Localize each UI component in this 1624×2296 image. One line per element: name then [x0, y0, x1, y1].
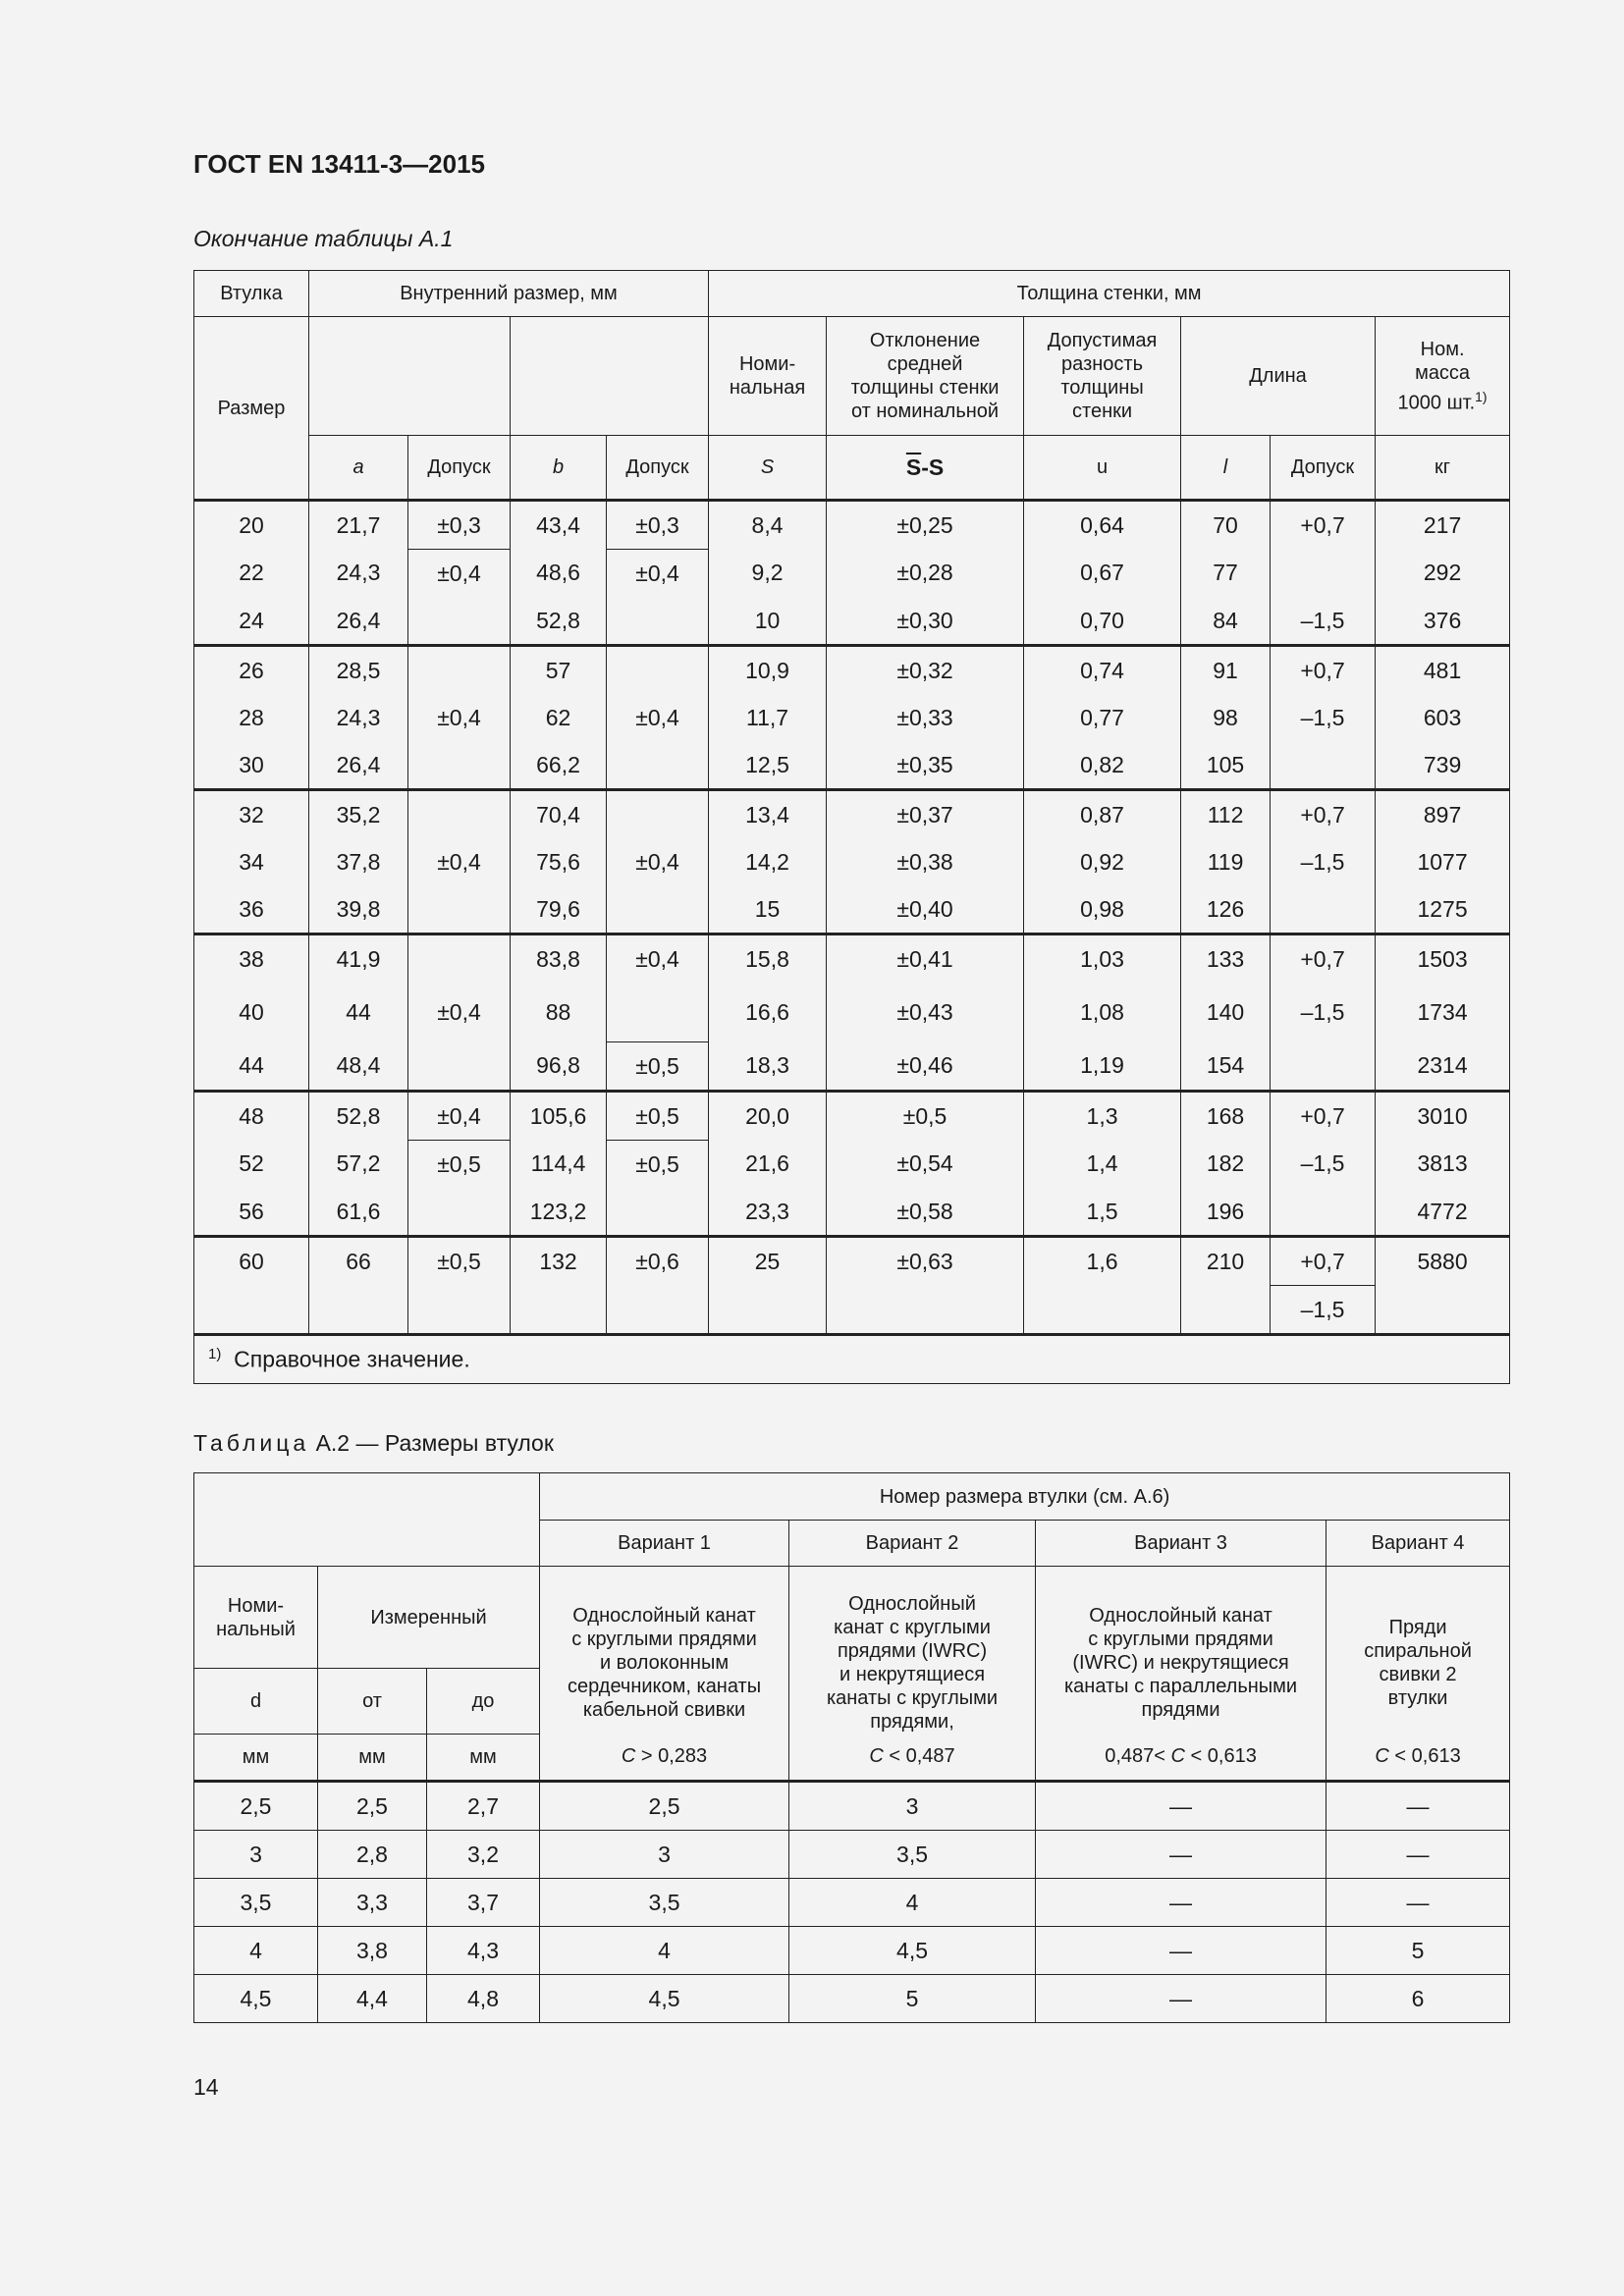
cell-empty [408, 1286, 511, 1335]
cell-dev: ±0,35 [827, 741, 1024, 790]
header-wall-thickness: Толщина стенки, мм [709, 271, 1510, 317]
header-variant-2: Вариант 2 [789, 1521, 1036, 1567]
cell-dev: ±0,63 [827, 1237, 1024, 1286]
cell-v4: — [1326, 1781, 1510, 1830]
cell-a: 37,8 [309, 838, 408, 885]
cell-l: 154 [1181, 1042, 1271, 1092]
cell-empty [194, 1286, 309, 1335]
cell-m: 2314 [1376, 1042, 1510, 1092]
cell-tl [1271, 1042, 1376, 1092]
header-d: d [194, 1669, 318, 1734]
cell-b: 70,4 [511, 790, 607, 839]
header-from: от [318, 1669, 427, 1734]
cell-tl: +0,7 [1271, 646, 1376, 695]
cell-size: 20 [194, 501, 309, 550]
cell-tl: –1,5 [1271, 694, 1376, 741]
cell-a: 21,7 [309, 501, 408, 550]
cell-v2: 3 [789, 1781, 1036, 1830]
cell-u: 0,77 [1024, 694, 1181, 741]
cell-empty [1376, 1286, 1510, 1335]
cell-v4: — [1326, 1830, 1510, 1878]
cell-u: 1,6 [1024, 1237, 1181, 1286]
cell-v4: — [1326, 1878, 1510, 1926]
header-tol-l: Допуск [1271, 436, 1376, 501]
cell-b: 66,2 [511, 741, 607, 790]
cell-b: 123,2 [511, 1188, 607, 1237]
cell-s: 14,2 [709, 838, 827, 885]
cell-size: 40 [194, 983, 309, 1042]
cell-m: 3813 [1376, 1141, 1510, 1189]
cell-b: 96,8 [511, 1042, 607, 1092]
cell-b: 48,6 [511, 550, 607, 598]
condition-var: C [869, 1745, 884, 1768]
cell-empty [1181, 1286, 1271, 1335]
cell-v2: 5 [789, 1974, 1036, 2022]
cell-a: 39,8 [309, 885, 408, 934]
variant-4-condition [1326, 1734, 1510, 1781]
cell-m: 3010 [1376, 1092, 1510, 1141]
footnote-text: Справочное значение. [234, 1346, 470, 1372]
cell-empty [511, 1286, 607, 1335]
cell-b: 57 [511, 646, 607, 695]
cell-l: 126 [1181, 885, 1271, 934]
condition-value: < 0,613 [1184, 1745, 1257, 1768]
cell-m: 292 [1376, 550, 1510, 598]
cell-tb: ±0,5 [607, 1042, 709, 1092]
cell-u: 0,74 [1024, 646, 1181, 695]
cell-b: 114,4 [511, 1141, 607, 1189]
header-mass [1376, 317, 1510, 436]
cell-u: 0,67 [1024, 550, 1181, 598]
cell-from: 3,3 [318, 1878, 427, 1926]
cell-s: 18,3 [709, 1042, 827, 1092]
cell-v3: — [1036, 1878, 1326, 1926]
cell-dev: ±0,25 [827, 501, 1024, 550]
cell-a: 41,9 [309, 934, 408, 984]
cell-ta: ±0,4 [408, 983, 511, 1042]
cell-tl [1271, 550, 1376, 598]
cell-d: 4 [194, 1926, 318, 1974]
cell-tb: ±0,5 [607, 1141, 709, 1189]
cell-a: 61,6 [309, 1188, 408, 1237]
cell-l: 133 [1181, 934, 1271, 984]
condition-value: > 0,283 [635, 1745, 708, 1768]
header-tol-a: Допуск [408, 436, 511, 501]
cell-s: 9,2 [709, 550, 827, 598]
cell-ta [408, 646, 511, 695]
condition-value: < 0,613 [1388, 1745, 1461, 1768]
cell-size: 48 [194, 1092, 309, 1141]
cell-m: 1077 [1376, 838, 1510, 885]
cell-dev: ±0,46 [827, 1042, 1024, 1092]
cell-l: 98 [1181, 694, 1271, 741]
header-nominal: Номи- нальная [709, 317, 827, 436]
cell-dev: ±0,40 [827, 885, 1024, 934]
header-variant-1: Вариант 1 [540, 1521, 789, 1567]
cell-d: 3,5 [194, 1878, 318, 1926]
cell-l: 182 [1181, 1141, 1271, 1189]
cell-v3: — [1036, 1781, 1326, 1830]
cell-size: 36 [194, 885, 309, 934]
cell-size: 34 [194, 838, 309, 885]
cell-dev: ±0,41 [827, 934, 1024, 984]
cell-v3: — [1036, 1926, 1326, 1974]
cell-b: 83,8 [511, 934, 607, 984]
cell-s: 15 [709, 885, 827, 934]
cell-v4: 6 [1326, 1974, 1510, 2022]
cell-tb: ±0,4 [607, 934, 709, 984]
cell-dev: ±0,32 [827, 646, 1024, 695]
header-kg: кг [1376, 436, 1510, 501]
cell-s: 8,4 [709, 501, 827, 550]
header-variant-3: Вариант 3 [1036, 1521, 1326, 1567]
cell-tl: +0,7 [1271, 1237, 1376, 1286]
cell-tb [607, 597, 709, 646]
cell-tb [607, 646, 709, 695]
cell-u: 1,19 [1024, 1042, 1181, 1092]
header-l: l [1181, 436, 1271, 501]
document-header: ГОСТ EN 13411-3—2015 [193, 149, 486, 179]
table-row [194, 1878, 1510, 1926]
cell-s: 25 [709, 1237, 827, 1286]
cell-size: 24 [194, 597, 309, 646]
cell-ta [408, 1042, 511, 1092]
cell-u: 1,3 [1024, 1092, 1181, 1141]
header-sbar-rest: -S [921, 454, 945, 480]
header-unit-from: мм [318, 1734, 427, 1781]
variant-1-condition [540, 1734, 789, 1781]
cell-tl: +0,7 [1271, 934, 1376, 984]
condition-var: C [1170, 1745, 1185, 1768]
cell-dev: ±0,54 [827, 1141, 1024, 1189]
cell-v2: 3,5 [789, 1830, 1036, 1878]
cell-v1: 3,5 [540, 1878, 789, 1926]
condition-value: < 0,487 [883, 1745, 955, 1768]
cell-a: 48,4 [309, 1042, 408, 1092]
cell-b: 43,4 [511, 501, 607, 550]
cell-a: 24,3 [309, 550, 408, 598]
cell-b: 132 [511, 1237, 607, 1286]
cell-d: 4,5 [194, 1974, 318, 2022]
cell-s: 10,9 [709, 646, 827, 695]
cell-s: 21,6 [709, 1141, 827, 1189]
cell-u: 0,70 [1024, 597, 1181, 646]
header-unit-d: мм [194, 1734, 318, 1781]
cell-v3: — [1036, 1974, 1326, 2022]
header-nominal-d: Номи- нальный [194, 1567, 318, 1669]
variant-2-condition [789, 1734, 1036, 1781]
cell-size: 32 [194, 790, 309, 839]
cell-tl: +0,7 [1271, 1092, 1376, 1141]
cell-from: 2,5 [318, 1781, 427, 1830]
cell-dev: ±0,37 [827, 790, 1024, 839]
cell-empty [309, 1286, 408, 1335]
cell-ta: ±0,4 [408, 694, 511, 741]
cell-dev: ±0,58 [827, 1188, 1024, 1237]
cell-tb [607, 790, 709, 839]
cell-u: 1,03 [1024, 934, 1181, 984]
cell-dev: ±0,38 [827, 838, 1024, 885]
cell-tl: +0,7 [1271, 501, 1376, 550]
cell-a: 44 [309, 983, 408, 1042]
cell-tl: –1,5 [1271, 597, 1376, 646]
cell-v1: 4,5 [540, 1974, 789, 2022]
variant-2-description: Однослойный канат с круглыми прядями (IWRC) и некрутящиеся канаты с круглыми прядями, [789, 1567, 1036, 1735]
cell-a: 28,5 [309, 646, 408, 695]
cell-s: 15,8 [709, 934, 827, 984]
header-empty-a [309, 317, 511, 436]
cell-from: 3,8 [318, 1926, 427, 1974]
cell-m: 1503 [1376, 934, 1510, 984]
cell-a: 57,2 [309, 1141, 408, 1189]
table2-caption [193, 1430, 554, 1457]
cell-ta: ±0,4 [408, 550, 511, 598]
header-razmer: Размер [194, 317, 309, 501]
cell-tb: ±0,4 [607, 694, 709, 741]
cell-empty [827, 1286, 1024, 1335]
cell-d: 2,5 [194, 1781, 318, 1830]
header-unit-to: мм [427, 1734, 540, 1781]
cell-ta: ±0,4 [408, 1092, 511, 1141]
cell-ta [408, 741, 511, 790]
cell-size: 44 [194, 1042, 309, 1092]
variant-3-condition [1036, 1734, 1326, 1781]
cell-s: 13,4 [709, 790, 827, 839]
cell-tb: ±0,3 [607, 501, 709, 550]
footnote-ref: 1) [208, 1346, 222, 1363]
cell-size: 30 [194, 741, 309, 790]
cell-b: 88 [511, 983, 607, 1042]
cell-l: 77 [1181, 550, 1271, 598]
cell-from: 4,4 [318, 1974, 427, 2022]
header-sbar: $\overline{S}$ [905, 454, 922, 480]
table1-caption: Окончание таблицы A.1 [193, 226, 454, 251]
cell-m: 603 [1376, 694, 1510, 741]
cell-tl [1271, 1188, 1376, 1237]
cell-size: 38 [194, 934, 309, 984]
cell-size: 52 [194, 1141, 309, 1189]
footnote [194, 1335, 1510, 1384]
header-mass-text: Ном. масса 1000 шт. [1397, 338, 1476, 414]
cell-ta [408, 934, 511, 984]
header-sbar-minus-s [827, 436, 1024, 501]
condition-var: C [1375, 1745, 1389, 1768]
cell-l: 119 [1181, 838, 1271, 885]
cell-u: 1,5 [1024, 1188, 1181, 1237]
table-a1-continuation [193, 270, 1510, 1384]
header-inner-size: Внутренний размер, мм [309, 271, 709, 317]
cell-ta: ±0,4 [408, 838, 511, 885]
cell-tl [1271, 741, 1376, 790]
cell-to: 4,3 [427, 1926, 540, 1974]
table-row [194, 1781, 1510, 1830]
page-number: 14 [193, 2074, 219, 2100]
cell-v1: 4 [540, 1926, 789, 1974]
header-measured: Измеренный [318, 1567, 540, 1669]
cell-tb [607, 983, 709, 1042]
cell-size: 28 [194, 694, 309, 741]
variant-4-description: Пряди спиральной свивки 2 втулки [1326, 1567, 1510, 1735]
cell-tl: –1,5 [1271, 1286, 1376, 1335]
cell-u: 0,82 [1024, 741, 1181, 790]
cell-to: 3,2 [427, 1830, 540, 1878]
cell-tb: ±0,4 [607, 550, 709, 598]
table-row [194, 1926, 1510, 1974]
header-mass-footnote-ref: 1) [1475, 388, 1488, 404]
header-vtulka: Втулка [194, 271, 309, 317]
cell-dev: ±0,28 [827, 550, 1024, 598]
cell-b: 52,8 [511, 597, 607, 646]
cell-l: 140 [1181, 983, 1271, 1042]
cell-size: 56 [194, 1188, 309, 1237]
cell-tb [607, 1188, 709, 1237]
cell-size: 60 [194, 1237, 309, 1286]
header-empty-b [511, 317, 709, 436]
cell-b: 75,6 [511, 838, 607, 885]
cell-tb: ±0,4 [607, 838, 709, 885]
cell-tb: ±0,5 [607, 1092, 709, 1141]
table2-caption-rest: A.2 — Размеры втулок [309, 1430, 554, 1456]
cell-d: 3 [194, 1830, 318, 1878]
cell-v2: 4,5 [789, 1926, 1036, 1974]
variant-1-description: Однослойный канат с круглыми прядями и волоконным сердечником, канаты кабельной свивки [540, 1567, 789, 1735]
cell-ta [408, 597, 511, 646]
table-row [194, 1974, 1510, 2022]
cell-tb [607, 741, 709, 790]
cell-m: 481 [1376, 646, 1510, 695]
cell-tb [607, 885, 709, 934]
variant-3-description: Однослойный канат с круглыми прядями (IWRC) и некрутящиеся канаты с параллельными прядями [1036, 1567, 1326, 1735]
cell-ta [408, 885, 511, 934]
cell-tl [1271, 885, 1376, 934]
cell-tl: –1,5 [1271, 838, 1376, 885]
cell-m: 217 [1376, 501, 1510, 550]
condition-var: C [621, 1745, 636, 1768]
cell-empty [1024, 1286, 1181, 1335]
cell-v3: — [1036, 1830, 1326, 1878]
cell-s: 10 [709, 597, 827, 646]
cell-ta [408, 790, 511, 839]
cell-tl: –1,5 [1271, 983, 1376, 1042]
cell-v1: 3 [540, 1830, 789, 1878]
cell-l: 196 [1181, 1188, 1271, 1237]
cell-s: 12,5 [709, 741, 827, 790]
header-length: Длина [1181, 317, 1376, 436]
cell-m: 5880 [1376, 1237, 1510, 1286]
cell-tb: ±0,6 [607, 1237, 709, 1286]
cell-ta: ±0,5 [408, 1237, 511, 1286]
header-deviation: Отклонение средней толщины стенки от номинальной [827, 317, 1024, 436]
cell-a: 26,4 [309, 741, 408, 790]
cell-a: 26,4 [309, 597, 408, 646]
cell-u: 0,92 [1024, 838, 1181, 885]
cell-a: 52,8 [309, 1092, 408, 1141]
cell-m: 376 [1376, 597, 1510, 646]
header-variant-4: Вариант 4 [1326, 1521, 1510, 1567]
cell-s: 20,0 [709, 1092, 827, 1141]
header-size-number: Номер размера втулки (см. А.6) [540, 1473, 1510, 1521]
cell-l: 105 [1181, 741, 1271, 790]
cell-s: 23,3 [709, 1188, 827, 1237]
cell-to: 4,8 [427, 1974, 540, 2022]
cell-v4: 5 [1326, 1926, 1510, 1974]
cell-ta: ±0,3 [408, 501, 511, 550]
cell-from: 2,8 [318, 1830, 427, 1878]
cell-a: 66 [309, 1237, 408, 1286]
cell-to: 3,7 [427, 1878, 540, 1926]
cell-l: 112 [1181, 790, 1271, 839]
cell-to: 2,7 [427, 1781, 540, 1830]
cell-m: 4772 [1376, 1188, 1510, 1237]
cell-a: 24,3 [309, 694, 408, 741]
header-to: до [427, 1669, 540, 1734]
table2-caption-prefix: Таблица [193, 1430, 310, 1456]
cell-l: 84 [1181, 597, 1271, 646]
cell-u: 0,64 [1024, 501, 1181, 550]
header-s: S [709, 436, 827, 501]
cell-v1: 2,5 [540, 1781, 789, 1830]
header-u: u [1024, 436, 1181, 501]
cell-b: 105,6 [511, 1092, 607, 1141]
header-tol-b: Допуск [607, 436, 709, 501]
condition-prefix: 0,487< [1105, 1745, 1171, 1768]
table-row [194, 1830, 1510, 1878]
cell-dev: ±0,43 [827, 983, 1024, 1042]
cell-m: 739 [1376, 741, 1510, 790]
cell-s: 11,7 [709, 694, 827, 741]
cell-size: 26 [194, 646, 309, 695]
cell-ta [408, 1188, 511, 1237]
cell-m: 897 [1376, 790, 1510, 839]
cell-dev: ±0,30 [827, 597, 1024, 646]
cell-size: 22 [194, 550, 309, 598]
header-a: a [309, 436, 408, 501]
cell-dev: ±0,5 [827, 1092, 1024, 1141]
header-corner-empty [194, 1473, 540, 1567]
cell-m: 1734 [1376, 983, 1510, 1042]
cell-ta: ±0,5 [408, 1141, 511, 1189]
cell-s: 16,6 [709, 983, 827, 1042]
cell-empty [709, 1286, 827, 1335]
cell-tl: –1,5 [1271, 1141, 1376, 1189]
table-a2-sleeve-sizes [193, 1472, 1510, 2023]
cell-u: 1,4 [1024, 1141, 1181, 1189]
cell-tl: +0,7 [1271, 790, 1376, 839]
cell-l: 70 [1181, 501, 1271, 550]
cell-a: 35,2 [309, 790, 408, 839]
cell-b: 79,6 [511, 885, 607, 934]
cell-dev: ±0,33 [827, 694, 1024, 741]
header-b: b [511, 436, 607, 501]
cell-l: 168 [1181, 1092, 1271, 1141]
cell-v2: 4 [789, 1878, 1036, 1926]
cell-l: 210 [1181, 1237, 1271, 1286]
cell-u: 0,98 [1024, 885, 1181, 934]
cell-u: 1,08 [1024, 983, 1181, 1042]
cell-m: 1275 [1376, 885, 1510, 934]
cell-u: 0,87 [1024, 790, 1181, 839]
header-allowed-difference: Допустимая разность толщины стенки [1024, 317, 1181, 436]
cell-empty [607, 1286, 709, 1335]
cell-b: 62 [511, 694, 607, 741]
cell-l: 91 [1181, 646, 1271, 695]
